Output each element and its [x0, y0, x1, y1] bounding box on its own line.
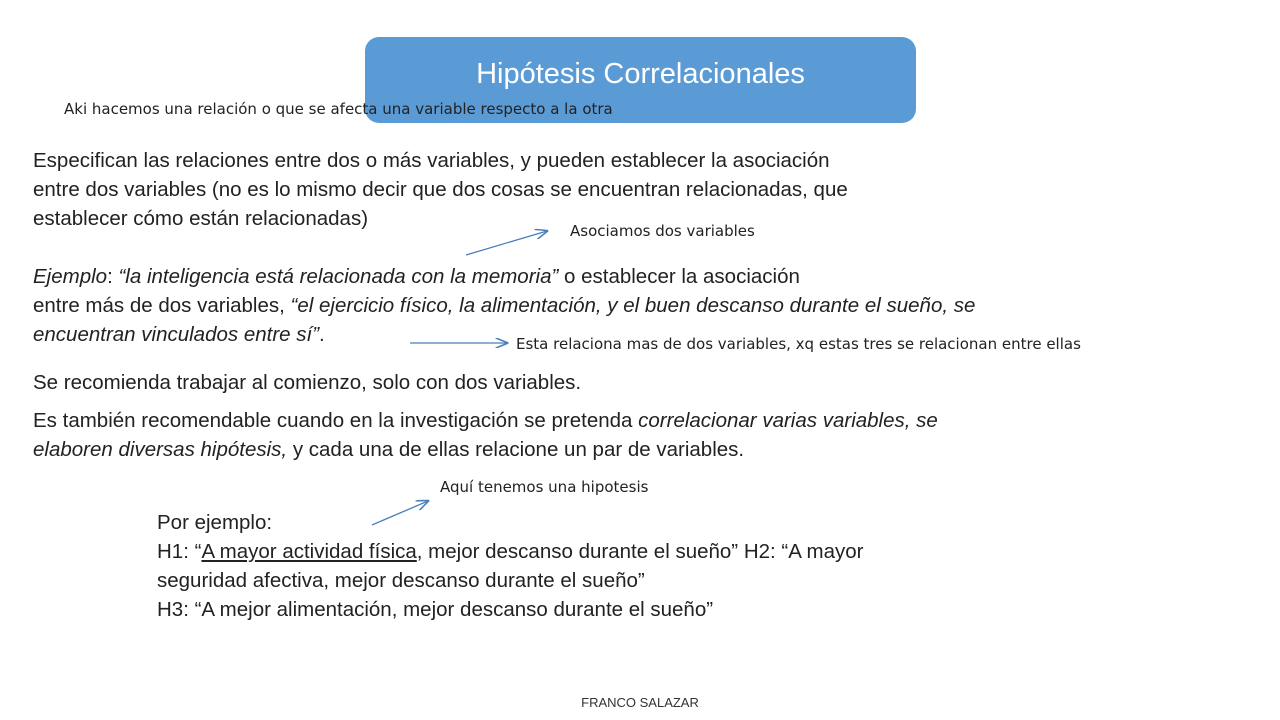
- annotation-relaciona: Esta relaciona mas de dos variables, xq estas tres se relacionan entre ellas: [516, 335, 1081, 353]
- h1-prefix: H1: “: [157, 540, 202, 563]
- example-line-2: [33, 291, 975, 320]
- paragraph-hypotheses: [33, 406, 938, 464]
- examples-block: [157, 508, 863, 624]
- definition-line-3: establecer cómo están relacionadas): [33, 207, 369, 230]
- footer-author: FRANCO SALAZAR: [581, 695, 699, 710]
- annotation-top: Aki hacemos una relación o que se afecta una variable respecto a la otra: [64, 100, 613, 118]
- definition-line-2: entre dos variables (no es lo mismo decir que dos cosas se encuentran relacionadas, que: [33, 178, 848, 201]
- example-line-1: [33, 262, 975, 291]
- annotation-hipotesis: Aquí tenemos una hipotesis: [440, 478, 649, 496]
- hypotheses-plain-1: Es también recomendable cuando en la investigación se pretenda: [33, 409, 639, 432]
- example-plain-2: entre más de dos variables,: [33, 294, 291, 317]
- example-quote-1: “la inteligencia está relacionada con la memoria”: [118, 265, 559, 288]
- example-quote-2: “el ejercicio físico, la alimentación, y el buen descanso durante el sueño, se: [290, 294, 976, 317]
- slide-title: Hipótesis Correlacionales: [476, 58, 805, 90]
- paragraph-recommendation: Se recomienda trabajar al comienzo, solo con dos variables.: [33, 371, 582, 394]
- hypothesis-h1: [157, 537, 863, 566]
- paragraph-definition: [33, 146, 848, 233]
- examples-intro: Por ejemplo:: [157, 511, 273, 534]
- example-colon: :: [107, 265, 119, 288]
- hypotheses-line-1: [33, 406, 938, 435]
- arrow-asociamos: [466, 231, 547, 255]
- example-end-3: .: [319, 323, 325, 346]
- example-label: Ejemplo: [33, 265, 108, 288]
- hypothesis-h2-continued: seguridad afectiva, mejor descanso durante el sueño”: [157, 569, 645, 592]
- definition-line-1: Especifican las relaciones entre dos o más variables, y pueden establecer la asociación: [33, 149, 830, 172]
- hypotheses-italic-2: elaboren diversas hipótesis,: [33, 438, 288, 461]
- annotation-asociamos: Asociamos dos variables: [570, 222, 755, 240]
- example-rest-1: o establecer la asociación: [558, 265, 800, 288]
- example-quote-3: encuentran vinculados entre sí”: [33, 323, 320, 346]
- h1-underlined: A mayor actividad física: [201, 540, 417, 563]
- hypotheses-italic-1: correlacionar varias variables, se: [638, 409, 938, 432]
- h1-rest: , mejor descanso durante el sueño” H2: “A mayor: [416, 540, 864, 563]
- hypothesis-h3: H3: “A mejor alimentación, mejor descanso durante el sueño”: [157, 598, 714, 621]
- hypotheses-plain-2: y cada una de ellas relacione un par de variables.: [287, 438, 745, 461]
- hypotheses-line-2: [33, 435, 938, 464]
